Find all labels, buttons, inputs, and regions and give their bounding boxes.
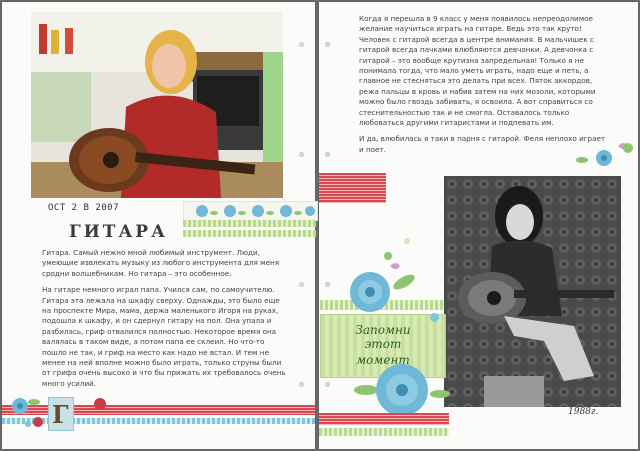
- green-dot-embellishment: [384, 252, 392, 260]
- green-stripe-left-2: [183, 230, 316, 237]
- mint-dot-embellishment: [404, 238, 410, 244]
- red-stripe-top-right: [319, 173, 386, 203]
- flower-tape-strip: [183, 201, 318, 221]
- page-title: ГИТАРА: [69, 222, 168, 242]
- photo-year: 1988г.: [568, 407, 599, 417]
- left-paragraph-1: Гитара. Самый нежно мной любимый инструмент. Люди, умеющие извлекать музыку из любого инструмента для меня сродни волшебникам. Но гитара – это особенное.: [42, 248, 280, 278]
- right-story-text: [359, 14, 607, 161]
- blue-flower-upper: [340, 262, 420, 318]
- right-paragraph-2: И да, влюбилась я таки в парня с гитарой. Феля неплохо играет и поет.: [359, 134, 606, 154]
- photo-girl-with-guitar-1988: [444, 176, 621, 407]
- date-stamp: OCT 2 B 2007: [48, 203, 120, 213]
- green-stripe-left: [183, 220, 316, 227]
- right-paragraph-1: Когда я перешла в 9 класс у меня появилось непреодолимое желание научиться играть на гитаре. Ведь это так круто! Человек с гитарой всегда в центре внимания. В мальчишек с гитарой всегда пачками влюбляются девчонки. А девчонка с гитарой – это вообще крутизна запредельная! Только я не понимала тогда, что мало уметь играть, надо еще и петь, а главное не стесняться это делать при всех. Пяток аккордов, режа пальцы в кровь и набив затем на них мозоли, которыми можно было гвоздь забивать, я освоила. А вот справиться со стеснительностью так и не смогла. Оставалось только любоваться другими гитаристами и подпевать им.: [359, 14, 596, 128]
- photo-woman-with-guitar: [31, 12, 283, 198]
- flower-cluster-top-right: [574, 138, 636, 174]
- left-story-text: [42, 248, 289, 395]
- card-line-1: Запомни: [355, 323, 411, 337]
- card-line-2: этот: [364, 337, 402, 351]
- green-stripe-bottom-right: [319, 428, 449, 436]
- left-paragraph-2: На гитаре немного играл папа. Учился сам, по самоучителю. Гитара эта лежала на шкафу сверху. Однажды, это было еще на проспекте Мира, мама, держа маленького Игоря на руках, подошла к шкафу, и он сдернул гитару на пол. Она упала и разбилась, гриф отвалился полностью. Некоторое время она валялась в таком виде, а потом папа ее склеил. Но что-то пошло не так, и гриф на место как надо не встал. И тем не менее на ней вполне можно было играть, только струны были от грифа очень высоко и что бы прижать их требовалось очень много усилий.: [42, 285, 286, 388]
- red-stripe-bottom-right: [319, 413, 449, 425]
- red-button-embellishment: [94, 398, 106, 410]
- letter-tag: [48, 397, 74, 431]
- blue-dot-embellishment: [430, 313, 439, 322]
- blue-flower-lower: [352, 360, 452, 420]
- tag-letter: Г: [52, 400, 69, 429]
- card-line-3: момент: [356, 353, 410, 367]
- flower-cluster-bottom-left: [8, 392, 48, 432]
